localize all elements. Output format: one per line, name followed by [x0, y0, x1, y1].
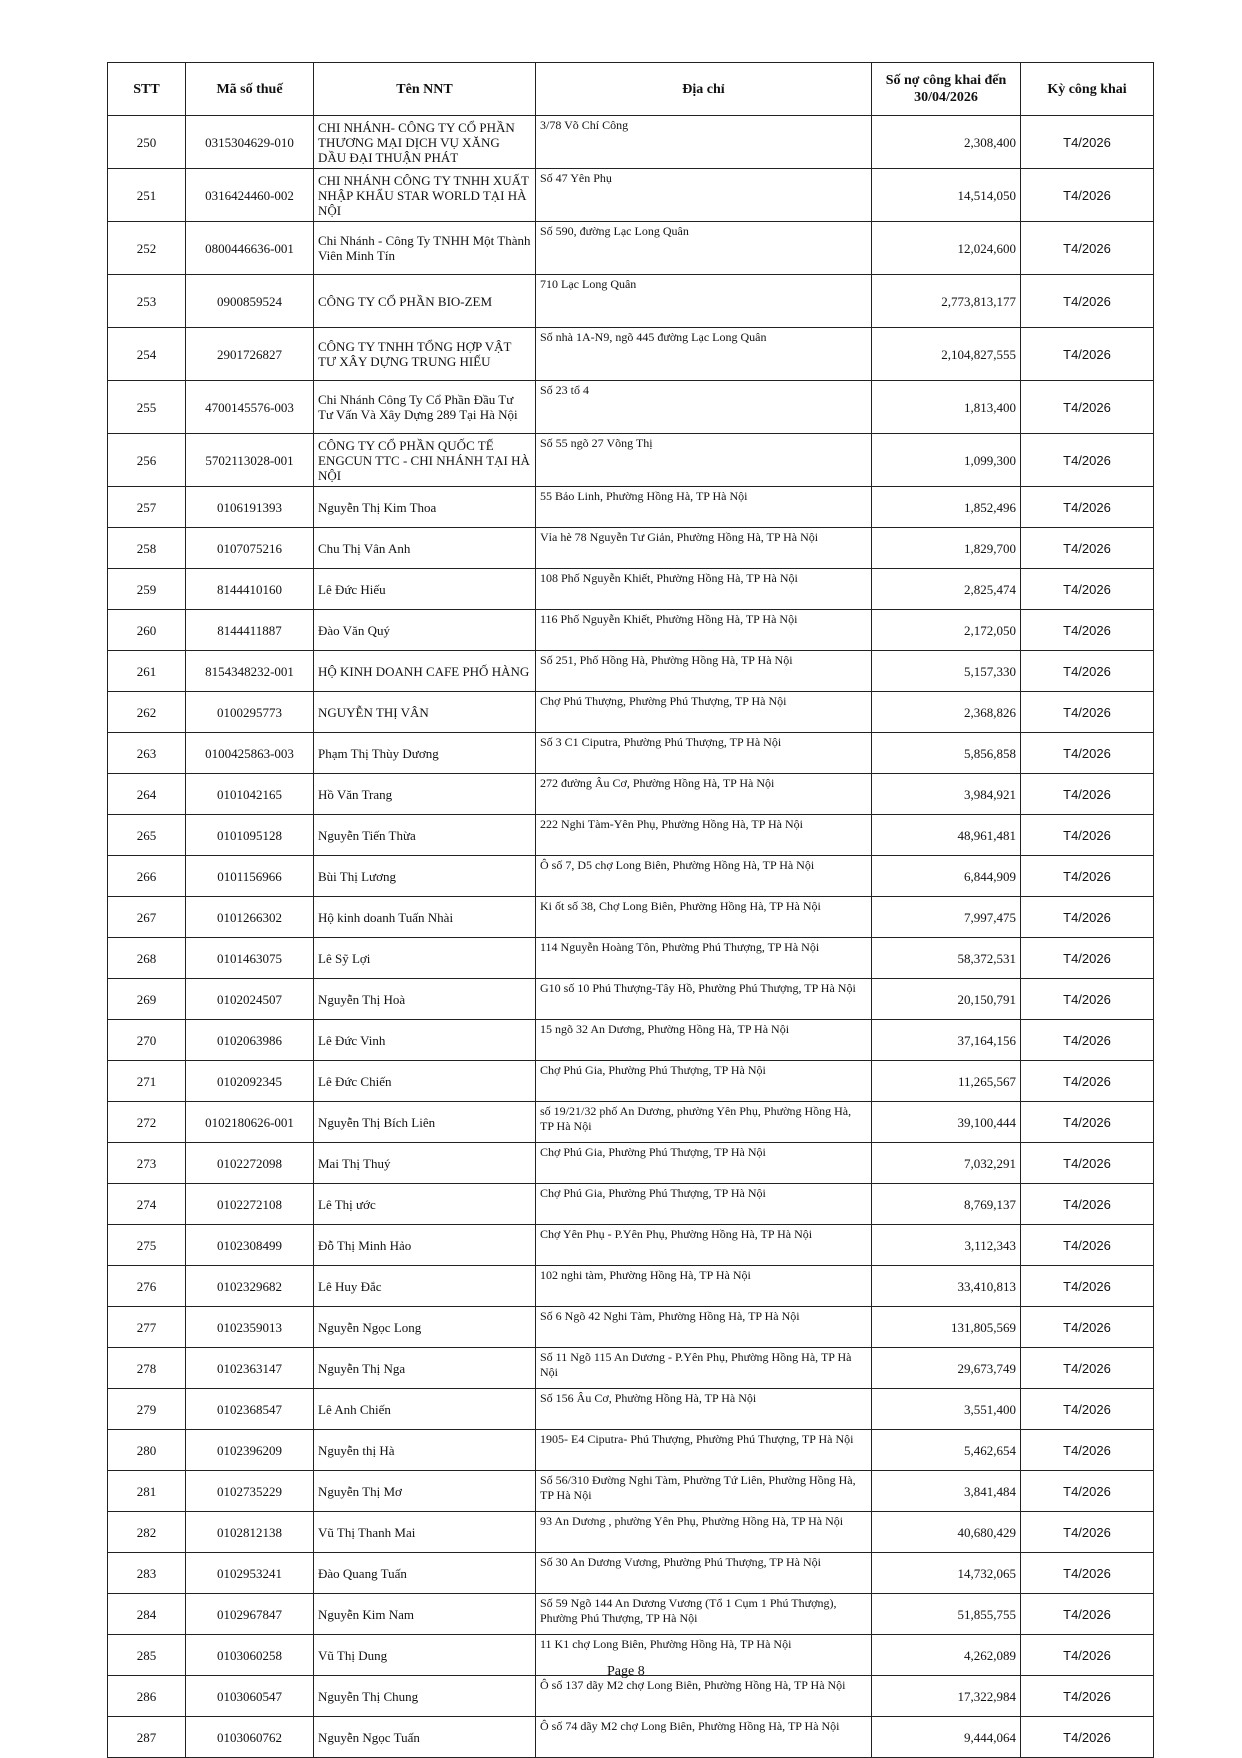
address-cell: Vỉa hè 78 Nguyễn Tư Giản, Phường Hồng Hà, TP Hà Nội	[536, 528, 872, 569]
tax-code-cell: 0102329682	[186, 1266, 314, 1307]
table-row	[108, 1471, 1154, 1512]
table-row	[108, 897, 1154, 938]
tax-code-cell: 0102359013	[186, 1307, 314, 1348]
tax-code-cell: 0102812138	[186, 1512, 314, 1553]
row-number-cell: 259	[108, 569, 186, 610]
table-row	[108, 1717, 1154, 1758]
row-number-cell: 274	[108, 1184, 186, 1225]
address-cell: Số 23 tổ 4	[536, 381, 872, 434]
tax-code-cell: 0102953241	[186, 1553, 314, 1594]
taxpayer-name-cell: Đào Văn Quý	[314, 610, 536, 651]
address-cell: Chợ Phú Gia, Phường Phú Thượng, TP Hà Nội	[536, 1184, 872, 1225]
taxpayer-name-cell: Nguyễn Ngọc Long	[314, 1307, 536, 1348]
tax-code-cell: 0102272098	[186, 1143, 314, 1184]
tax-code-cell: 0102063986	[186, 1020, 314, 1061]
row-number-cell: 269	[108, 979, 186, 1020]
tax-code-cell: 0102396209	[186, 1430, 314, 1471]
disclosure-period-cell: T4/2026	[1021, 1389, 1154, 1430]
row-number-cell: 257	[108, 487, 186, 528]
debt-amount-cell: 5,856,858	[872, 733, 1021, 774]
table-row	[108, 1430, 1154, 1471]
row-number-cell: 279	[108, 1389, 186, 1430]
debt-amount-cell: 3,984,921	[872, 774, 1021, 815]
table-row	[108, 979, 1154, 1020]
tax-code-cell: 4700145576-003	[186, 381, 314, 434]
disclosure-period-cell: T4/2026	[1021, 1266, 1154, 1307]
taxpayer-name-cell: CÔNG TY TNHH TỔNG HỢP VẬT TƯ XÂY DỰNG TRUNG HIẾU	[314, 328, 536, 381]
table-row	[108, 381, 1154, 434]
table-row	[108, 1307, 1154, 1348]
debt-amount-cell: 17,322,984	[872, 1676, 1021, 1717]
row-number-cell: 273	[108, 1143, 186, 1184]
taxpayer-name-cell: Nguyễn Thị Kim Thoa	[314, 487, 536, 528]
row-number-cell: 287	[108, 1717, 186, 1758]
row-number-cell: 263	[108, 733, 186, 774]
address-cell: Chợ Yên Phụ - P.Yên Phụ, Phường Hồng Hà, TP Hà Nội	[536, 1225, 872, 1266]
taxpayer-name-cell: Nguyễn Thị Hoà	[314, 979, 536, 1020]
disclosure-period-cell: T4/2026	[1021, 381, 1154, 434]
disclosure-period-cell: T4/2026	[1021, 1512, 1154, 1553]
table-row	[108, 692, 1154, 733]
address-cell: 15 ngõ 32 An Dương, Phường Hồng Hà, TP Hà Nội	[536, 1020, 872, 1061]
disclosure-period-cell: T4/2026	[1021, 938, 1154, 979]
table-row	[108, 169, 1154, 222]
taxpayer-name-cell: Nguyễn Ngọc Tuấn	[314, 1717, 536, 1758]
row-number-cell: 266	[108, 856, 186, 897]
row-number-cell: 253	[108, 275, 186, 328]
tax-code-cell: 0101095128	[186, 815, 314, 856]
taxpayer-name-cell: Nguyễn Kim Nam	[314, 1594, 536, 1635]
debt-amount-cell: 33,410,813	[872, 1266, 1021, 1307]
address-cell: Số 30 An Dương Vương, Phường Phú Thượng, TP Hà Nội	[536, 1553, 872, 1594]
taxpayer-name-cell: Hồ Văn Trang	[314, 774, 536, 815]
address-cell: Số 6 Ngõ 42 Nghi Tàm, Phường Hồng Hà, TP Hà Nội	[536, 1307, 872, 1348]
taxpayer-name-cell: Mai Thị Thuý	[314, 1143, 536, 1184]
debt-amount-cell: 2,308,400	[872, 116, 1021, 169]
taxpayer-name-cell: Chi Nhánh - Công Ty TNHH Một Thành Viên Minh Tín	[314, 222, 536, 275]
row-number-cell: 255	[108, 381, 186, 434]
taxpayer-name-cell: Nguyễn Thị Bích Liên	[314, 1102, 536, 1143]
row-number-cell: 276	[108, 1266, 186, 1307]
header-disclosure-period: Kỳ công khai	[1021, 63, 1154, 116]
row-number-cell: 264	[108, 774, 186, 815]
taxpayer-name-cell: CÔNG TY CỔ PHẦN BIO-ZEM	[314, 275, 536, 328]
address-cell: 102 nghi tàm, Phường Hồng Hà, TP Hà Nội	[536, 1266, 872, 1307]
debt-amount-cell: 2,104,827,555	[872, 328, 1021, 381]
row-number-cell: 286	[108, 1676, 186, 1717]
table-row	[108, 1594, 1154, 1635]
taxpayer-name-cell: Lê Đức Vinh	[314, 1020, 536, 1061]
disclosure-period-cell: T4/2026	[1021, 856, 1154, 897]
row-number-cell: 282	[108, 1512, 186, 1553]
taxpayer-name-cell: Chi Nhánh Công Ty Cổ Phần Đầu Tư Tư Vấn Và Xây Dựng 289 Tại Hà Nội	[314, 381, 536, 434]
disclosure-period-cell: T4/2026	[1021, 733, 1154, 774]
taxpayer-name-cell: Hộ kinh doanh Tuấn Nhài	[314, 897, 536, 938]
header-address: Địa chỉ	[536, 63, 872, 116]
disclosure-period-cell: T4/2026	[1021, 774, 1154, 815]
row-number-cell: 270	[108, 1020, 186, 1061]
table-row	[108, 222, 1154, 275]
header-row	[108, 63, 1154, 116]
address-cell: Số 251, Phố Hồng Hà, Phường Hồng Hà, TP Hà Nội	[536, 651, 872, 692]
debt-amount-cell: 2,172,050	[872, 610, 1021, 651]
disclosure-period-cell: T4/2026	[1021, 651, 1154, 692]
address-cell: Ô số 7, D5 chợ Long Biên, Phường Hồng Hà, TP Hà Nội	[536, 856, 872, 897]
disclosure-period-cell: T4/2026	[1021, 1676, 1154, 1717]
table-row	[108, 1512, 1154, 1553]
address-cell: 710 Lạc Long Quân	[536, 275, 872, 328]
debt-amount-cell: 58,372,531	[872, 938, 1021, 979]
row-number-cell: 251	[108, 169, 186, 222]
taxpayer-name-cell: Phạm Thị Thùy Dương	[314, 733, 536, 774]
table-row	[108, 1389, 1154, 1430]
debt-amount-cell: 1,099,300	[872, 434, 1021, 487]
table-row	[108, 275, 1154, 328]
table-row	[108, 1020, 1154, 1061]
disclosure-period-cell: T4/2026	[1021, 1594, 1154, 1635]
tax-code-cell: 0101042165	[186, 774, 314, 815]
disclosure-period-cell: T4/2026	[1021, 1717, 1154, 1758]
taxpayer-name-cell: Bùi Thị Lương	[314, 856, 536, 897]
debt-amount-cell: 5,157,330	[872, 651, 1021, 692]
row-number-cell: 281	[108, 1471, 186, 1512]
disclosure-period-cell: T4/2026	[1021, 1553, 1154, 1594]
row-number-cell: 280	[108, 1430, 186, 1471]
address-cell: Số 47 Yên Phụ	[536, 169, 872, 222]
disclosure-period-cell: T4/2026	[1021, 692, 1154, 733]
taxpayer-name-cell: Lê Đức Chiến	[314, 1061, 536, 1102]
row-number-cell: 256	[108, 434, 186, 487]
debt-amount-cell: 2,825,474	[872, 569, 1021, 610]
address-cell: Chợ Phú Gia, Phường Phú Thượng, TP Hà Nội	[536, 1143, 872, 1184]
table-row	[108, 733, 1154, 774]
address-cell: Số nhà 1A-N9, ngõ 445 đường Lạc Long Quân	[536, 328, 872, 381]
address-cell: số 19/21/32 phố An Dương, phường Yên Phụ, Phường Hồng Hà, TP Hà Nội	[536, 1102, 872, 1143]
taxpayer-name-cell: Đào Quang Tuấn	[314, 1553, 536, 1594]
tax-code-cell: 8154348232-001	[186, 651, 314, 692]
taxpayer-name-cell: Vũ Thị Dung	[314, 1635, 536, 1676]
tax-code-cell: 2901726827	[186, 328, 314, 381]
disclosure-period-cell: T4/2026	[1021, 1225, 1154, 1266]
table-row	[108, 1348, 1154, 1389]
taxpayer-name-cell: HỘ KINH DOANH CAFE PHỐ HÀNG	[314, 651, 536, 692]
debt-amount-cell: 3,551,400	[872, 1389, 1021, 1430]
disclosure-period-cell: T4/2026	[1021, 569, 1154, 610]
debt-amount-cell: 29,673,749	[872, 1348, 1021, 1389]
debt-amount-cell: 3,112,343	[872, 1225, 1021, 1266]
address-cell: Số 590, đường Lạc Long Quân	[536, 222, 872, 275]
tax-code-cell: 0106191393	[186, 487, 314, 528]
disclosure-period-cell: T4/2026	[1021, 169, 1154, 222]
header-debt-amount: Số nợ công khai đến 30/04/2026	[872, 63, 1021, 116]
tax-code-cell: 0315304629-010	[186, 116, 314, 169]
tax-code-cell: 0102024507	[186, 979, 314, 1020]
row-number-cell: 285	[108, 1635, 186, 1676]
taxpayer-name-cell: CÔNG TY CỔ PHẦN QUỐC TẾ ENGCUN TTC - CHI NHÁNH TẠI HÀ NỘI	[314, 434, 536, 487]
taxpayer-name-cell: Lê Anh Chiến	[314, 1389, 536, 1430]
tax-debt-table-page	[107, 62, 1153, 1758]
table-row	[108, 1225, 1154, 1266]
tax-code-cell: 0101156966	[186, 856, 314, 897]
table-row	[108, 1143, 1154, 1184]
tax-code-cell: 0102092345	[186, 1061, 314, 1102]
tax-code-cell: 0102967847	[186, 1594, 314, 1635]
row-number-cell: 275	[108, 1225, 186, 1266]
tax-code-cell: 0102272108	[186, 1184, 314, 1225]
table-row	[108, 1266, 1154, 1307]
address-cell: Ki ốt số 38, Chợ Long Biên, Phường Hồng Hà, TP Hà Nội	[536, 897, 872, 938]
address-cell: 55 Bảo Linh, Phường Hồng Hà, TP Hà Nội	[536, 487, 872, 528]
row-number-cell: 258	[108, 528, 186, 569]
tax-code-cell: 0103060762	[186, 1717, 314, 1758]
disclosure-period-cell: T4/2026	[1021, 328, 1154, 381]
address-cell: 93 An Dương , phường Yên Phụ, Phường Hồng Hà, TP Hà Nội	[536, 1512, 872, 1553]
taxpayer-name-cell: Lê Thị ước	[314, 1184, 536, 1225]
taxpayer-name-cell: Nguyễn Tiến Thừa	[314, 815, 536, 856]
taxpayer-name-cell: Nguyễn Thị Nga	[314, 1348, 536, 1389]
address-cell: Số 59 Ngõ 144 An Dương Vương (Tổ 1 Cụm 1 Phú Thượng), Phường Phú Thượng, TP Hà Nội	[536, 1594, 872, 1635]
disclosure-period-cell: T4/2026	[1021, 528, 1154, 569]
table-row	[108, 528, 1154, 569]
address-cell: 222 Nghi Tàm-Yên Phụ, Phường Hồng Hà, TP Hà Nội	[536, 815, 872, 856]
row-number-cell: 254	[108, 328, 186, 381]
debt-amount-cell: 1,813,400	[872, 381, 1021, 434]
tax-code-cell: 0101463075	[186, 938, 314, 979]
tax-code-cell: 0102308499	[186, 1225, 314, 1266]
address-cell: 114 Nguyễn Hoàng Tôn, Phường Phú Thượng, TP Hà Nội	[536, 938, 872, 979]
address-cell: Số 55 ngõ 27 Võng Thị	[536, 434, 872, 487]
taxpayer-name-cell: Lê Đức Hiếu	[314, 569, 536, 610]
tax-code-cell: 8144410160	[186, 569, 314, 610]
tax-code-cell: 0100295773	[186, 692, 314, 733]
disclosure-period-cell: T4/2026	[1021, 487, 1154, 528]
table-row	[108, 856, 1154, 897]
debt-amount-cell: 40,680,429	[872, 1512, 1021, 1553]
tax-code-cell: 0100425863-003	[186, 733, 314, 774]
address-cell: 116 Phố Nguyễn Khiết, Phường Hồng Hà, TP Hà Nội	[536, 610, 872, 651]
row-number-cell: 265	[108, 815, 186, 856]
tax-code-cell: 0101266302	[186, 897, 314, 938]
tax-code-cell: 0103060547	[186, 1676, 314, 1717]
debt-amount-cell: 39,100,444	[872, 1102, 1021, 1143]
taxpayer-name-cell: Chu Thị Vân Anh	[314, 528, 536, 569]
disclosure-period-cell: T4/2026	[1021, 1143, 1154, 1184]
disclosure-period-cell: T4/2026	[1021, 434, 1154, 487]
row-number-cell: 262	[108, 692, 186, 733]
taxpayer-name-cell: CHI NHÁNH CÔNG TY TNHH XUẤT NHẬP KHẨU STAR WORLD TẠI HÀ NỘI	[314, 169, 536, 222]
disclosure-period-cell: T4/2026	[1021, 1348, 1154, 1389]
row-number-cell: 271	[108, 1061, 186, 1102]
table-row	[108, 610, 1154, 651]
address-cell: 3/78 Võ Chí Công	[536, 116, 872, 169]
taxpayer-name-cell: Nguyễn Thị Mơ	[314, 1471, 536, 1512]
disclosure-period-cell: T4/2026	[1021, 1307, 1154, 1348]
page-number: Page 8	[607, 1664, 645, 1679]
address-cell: Chợ Phú Thượng, Phường Phú Thượng, TP Hà Nội	[536, 692, 872, 733]
tax-code-cell: 0800446636-001	[186, 222, 314, 275]
debt-amount-cell: 11,265,567	[872, 1061, 1021, 1102]
header-taxpayer-name: Tên NNT	[314, 63, 536, 116]
disclosure-period-cell: T4/2026	[1021, 979, 1154, 1020]
table-row	[108, 651, 1154, 692]
table-row	[108, 434, 1154, 487]
table-row	[108, 1184, 1154, 1225]
header-stt: STT	[108, 63, 186, 116]
tax-code-cell: 0102368547	[186, 1389, 314, 1430]
taxpayer-name-cell: Đỗ Thị Minh Hảo	[314, 1225, 536, 1266]
row-number-cell: 261	[108, 651, 186, 692]
tax-code-cell: 0103060258	[186, 1635, 314, 1676]
table-row	[108, 1676, 1154, 1717]
disclosure-period-cell: T4/2026	[1021, 815, 1154, 856]
table-row	[108, 1553, 1154, 1594]
debt-amount-cell: 37,164,156	[872, 1020, 1021, 1061]
debt-amount-cell: 4,262,089	[872, 1635, 1021, 1676]
address-cell: Chợ Phú Gia, Phường Phú Thượng, TP Hà Nội	[536, 1061, 872, 1102]
address-cell: Ô số 74 dãy M2 chợ Long Biên, Phường Hồng Hà, TP Hà Nội	[536, 1717, 872, 1758]
taxpayer-name-cell: Lê Sỹ Lợi	[314, 938, 536, 979]
debt-amount-cell: 20,150,791	[872, 979, 1021, 1020]
table-row	[108, 328, 1154, 381]
disclosure-period-cell: T4/2026	[1021, 1184, 1154, 1225]
tax-code-cell: 5702113028-001	[186, 434, 314, 487]
disclosure-period-cell: T4/2026	[1021, 116, 1154, 169]
taxpayer-name-cell: Nguyễn Thị Chung	[314, 1676, 536, 1717]
address-cell: 108 Phố Nguyễn Khiết, Phường Hồng Hà, TP Hà Nội	[536, 569, 872, 610]
debt-amount-cell: 7,997,475	[872, 897, 1021, 938]
row-number-cell: 283	[108, 1553, 186, 1594]
debt-amount-cell: 7,032,291	[872, 1143, 1021, 1184]
row-number-cell: 268	[108, 938, 186, 979]
table-body	[108, 116, 1154, 1758]
table-row	[108, 774, 1154, 815]
address-cell: 11 K1 chợ Long Biên, Phường Hồng Hà, TP Hà Nội	[536, 1635, 872, 1676]
row-number-cell: 260	[108, 610, 186, 651]
disclosure-period-cell: T4/2026	[1021, 610, 1154, 651]
address-cell: G10 số 10 Phú Thượng-Tây Hồ, Phường Phú Thượng, TP Hà Nội	[536, 979, 872, 1020]
disclosure-period-cell: T4/2026	[1021, 1430, 1154, 1471]
taxpayer-name-cell: Vũ Thị Thanh Mai	[314, 1512, 536, 1553]
debt-amount-cell: 51,855,755	[872, 1594, 1021, 1635]
address-cell: 272 đường Âu Cơ, Phường Hồng Hà, TP Hà Nội	[536, 774, 872, 815]
taxpayer-name-cell: Nguyễn thị Hà	[314, 1430, 536, 1471]
debt-amount-cell: 6,844,909	[872, 856, 1021, 897]
disclosure-period-cell: T4/2026	[1021, 222, 1154, 275]
disclosure-period-cell: T4/2026	[1021, 1635, 1154, 1676]
tax-code-cell: 8144411887	[186, 610, 314, 651]
table-row	[108, 487, 1154, 528]
address-cell: Ô số 137 dãy M2 chợ Long Biên, Phường Hồng Hà, TP Hà Nội	[536, 1676, 872, 1717]
debt-amount-cell: 2,773,813,177	[872, 275, 1021, 328]
row-number-cell: 252	[108, 222, 186, 275]
taxpayer-name-cell: NGUYỄN THỊ VÂN	[314, 692, 536, 733]
debt-amount-cell: 9,444,064	[872, 1717, 1021, 1758]
tax-code-cell: 0102180626-001	[186, 1102, 314, 1143]
row-number-cell: 272	[108, 1102, 186, 1143]
row-number-cell: 277	[108, 1307, 186, 1348]
disclosure-period-cell: T4/2026	[1021, 275, 1154, 328]
header-tax-code: Mã số thuế	[186, 63, 314, 116]
row-number-cell: 284	[108, 1594, 186, 1635]
debt-amount-cell: 12,024,600	[872, 222, 1021, 275]
debt-amount-cell: 8,769,137	[872, 1184, 1021, 1225]
debt-amount-cell: 14,514,050	[872, 169, 1021, 222]
row-number-cell: 250	[108, 116, 186, 169]
table-row	[108, 1061, 1154, 1102]
disclosure-period-cell: T4/2026	[1021, 897, 1154, 938]
debt-amount-cell: 48,961,481	[872, 815, 1021, 856]
table-row	[108, 569, 1154, 610]
address-cell: Số 56/310 Đường Nghi Tàm, Phường Tứ Liên, Phường Hồng Hà, TP Hà Nội	[536, 1471, 872, 1512]
tax-code-cell: 0102735229	[186, 1471, 314, 1512]
table-row	[108, 1102, 1154, 1143]
debt-amount-cell: 3,841,484	[872, 1471, 1021, 1512]
debt-amount-cell: 1,852,496	[872, 487, 1021, 528]
debt-amount-cell: 1,829,700	[872, 528, 1021, 569]
debt-amount-cell: 131,805,569	[872, 1307, 1021, 1348]
row-number-cell: 278	[108, 1348, 186, 1389]
address-cell: Số 11 Ngõ 115 An Dương - P.Yên Phụ, Phường Hồng Hà, TP Hà Nội	[536, 1348, 872, 1389]
tax-code-cell: 0102363147	[186, 1348, 314, 1389]
disclosure-period-cell: T4/2026	[1021, 1102, 1154, 1143]
table-row	[108, 938, 1154, 979]
disclosure-period-cell: T4/2026	[1021, 1061, 1154, 1102]
disclosure-period-cell: T4/2026	[1021, 1471, 1154, 1512]
address-cell: 1905- E4 Ciputra- Phú Thượng, Phường Phú Thượng, TP Hà Nội	[536, 1430, 872, 1471]
row-number-cell: 267	[108, 897, 186, 938]
table-row	[108, 815, 1154, 856]
address-cell: Số 3 C1 Ciputra, Phường Phú Thượng, TP Hà Nội	[536, 733, 872, 774]
tax-debt-table	[107, 62, 1154, 1758]
taxpayer-name-cell: CHI NHÁNH- CÔNG TY CỔ PHẦN THƯƠNG MẠI DỊCH VỤ XĂNG DẦU ĐẠI THUẬN PHÁT	[314, 116, 536, 169]
taxpayer-name-cell: Lê Huy Đắc	[314, 1266, 536, 1307]
address-cell: Số 156 Âu Cơ, Phường Hồng Hà, TP Hà Nội	[536, 1389, 872, 1430]
debt-amount-cell: 5,462,654	[872, 1430, 1021, 1471]
tax-code-cell: 0900859524	[186, 275, 314, 328]
disclosure-period-cell: T4/2026	[1021, 1020, 1154, 1061]
debt-amount-cell: 14,732,065	[872, 1553, 1021, 1594]
tax-code-cell: 0107075216	[186, 528, 314, 569]
debt-amount-cell: 2,368,826	[872, 692, 1021, 733]
tax-code-cell: 0316424460-002	[186, 169, 314, 222]
table-row	[108, 116, 1154, 169]
